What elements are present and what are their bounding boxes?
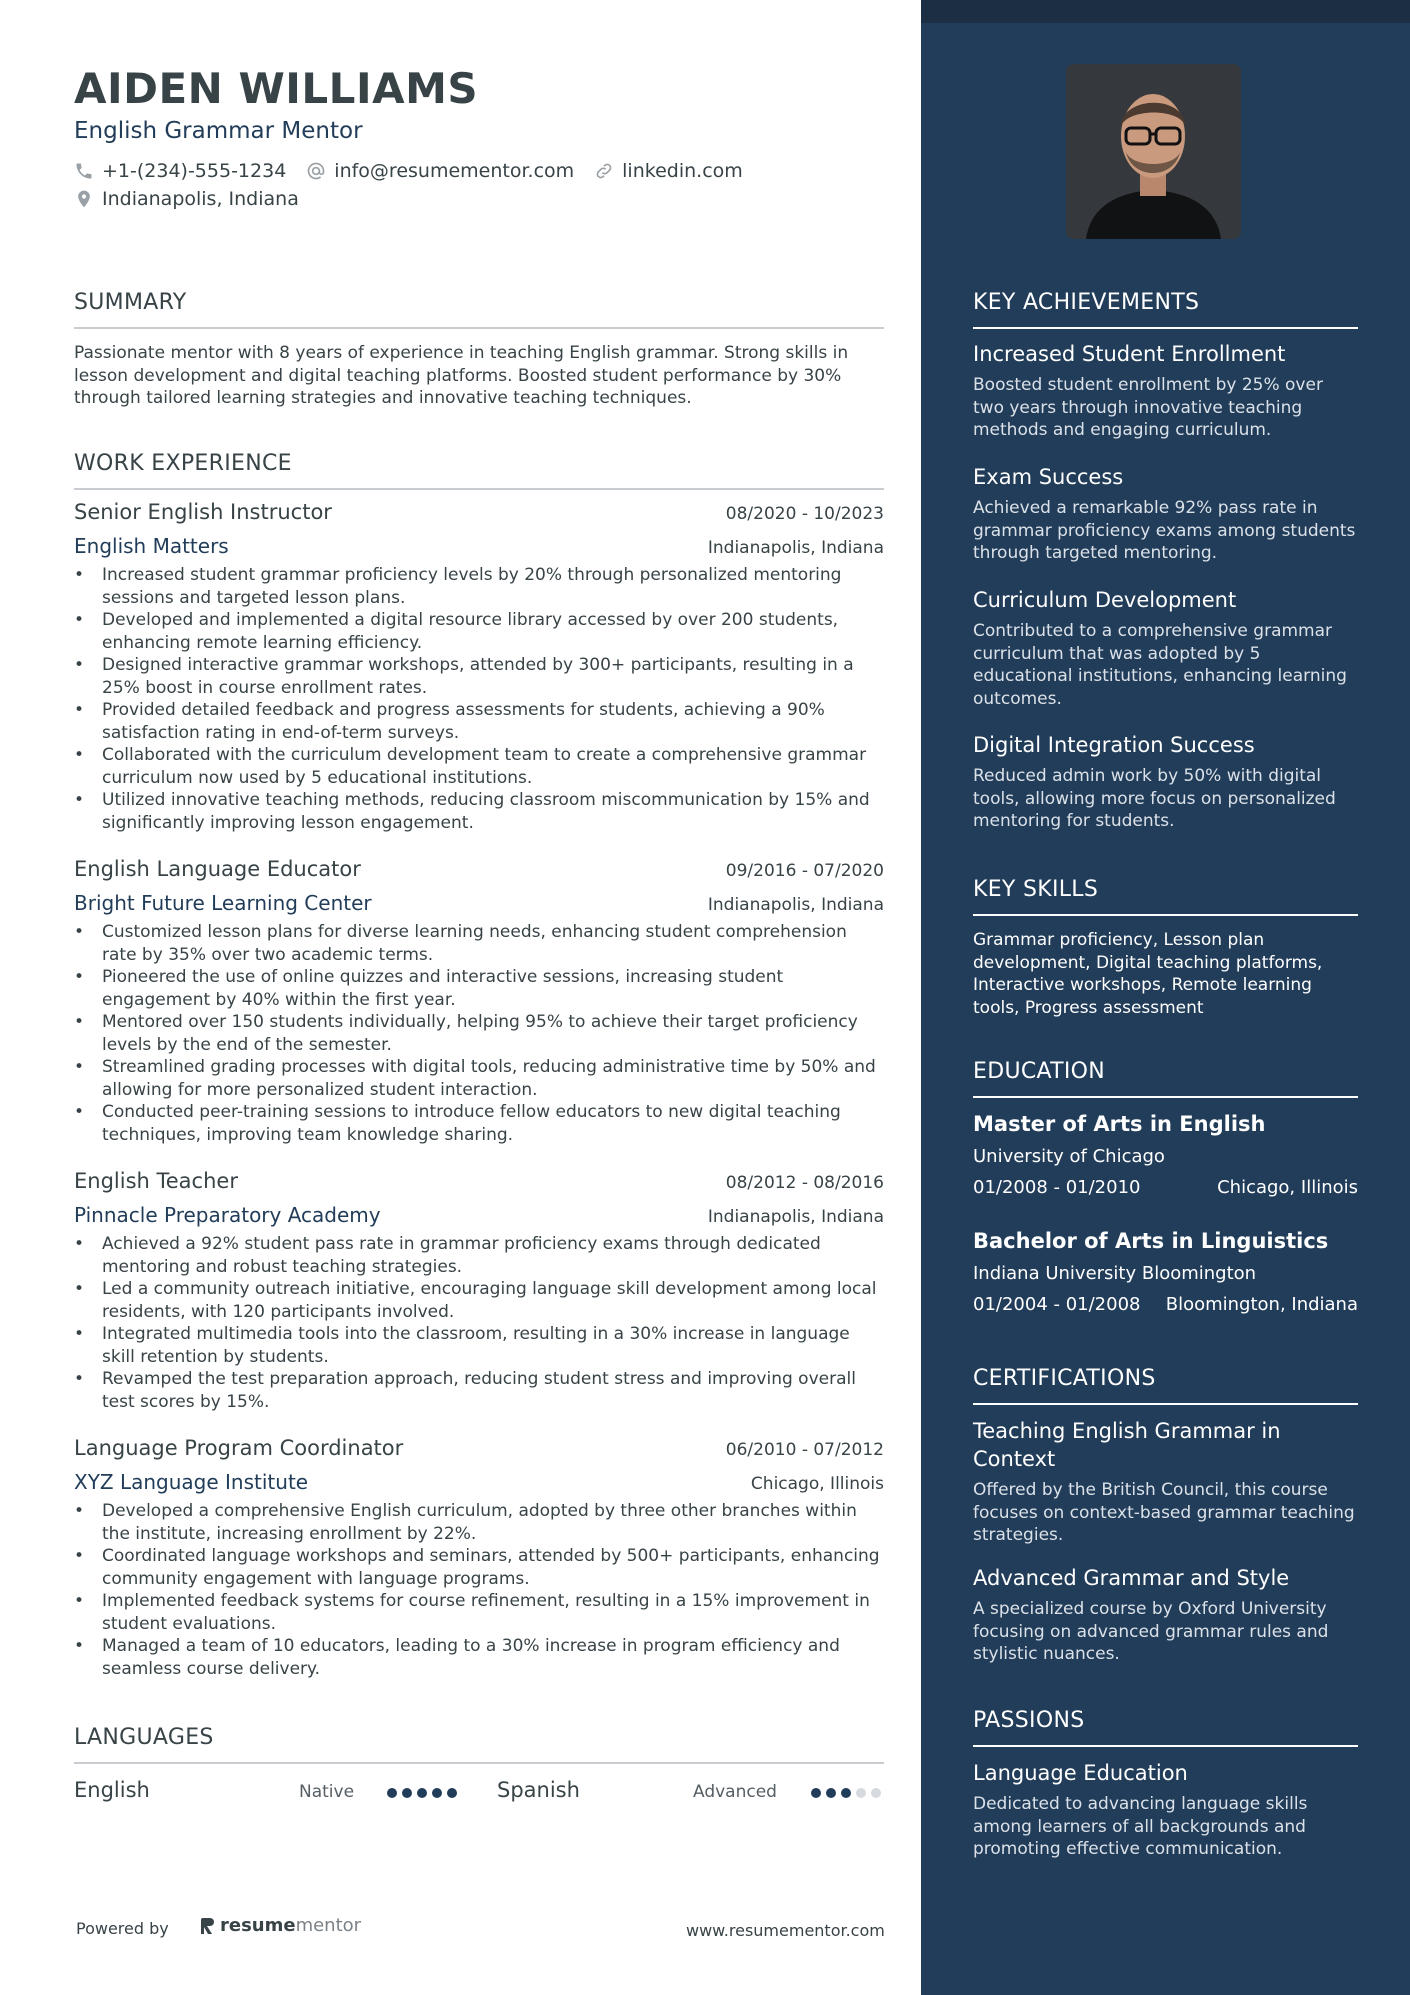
bullet-item: • Achieved a 92% student pass rate in grammar proficiency exams through dedicated mentoring and robust teaching strategies. [74, 1233, 884, 1278]
rating-dot-filled [447, 1788, 457, 1798]
job-entry [74, 1436, 884, 1680]
location-text: Indianapolis, Indiana [102, 188, 299, 210]
job-dates: 06/2010 - 07/2012 [725, 1440, 884, 1460]
bullet-item: • Designed interactive grammar workshops, attended by 300+ participants, resulting in a 25% boost in course enrollment rates. [74, 654, 884, 699]
achievements-heading: KEY ACHIEVEMENTS [973, 290, 1358, 329]
job-title: Language Program Coordinator [74, 1436, 404, 1460]
map-pin-icon [74, 189, 94, 209]
languages-heading: LANGUAGES [74, 1725, 884, 1764]
bullet-item: • Increased student grammar proficiency levels by 20% through personalized mentoring sessions and targeted lesson plans. [74, 564, 884, 609]
location-contact [74, 188, 299, 210]
logo-text-bold: resume [220, 1915, 296, 1936]
job-location: Indianapolis, Indiana [707, 895, 884, 915]
job-entry [74, 500, 884, 834]
education-degree: Bachelor of Arts in Linguistics [973, 1229, 1329, 1253]
bullet-item: • Revamped the test preparation approach, reducing student stress and improving overall test scores by 15%. [74, 1368, 884, 1413]
job-location: Indianapolis, Indiana [707, 1207, 884, 1227]
job-location: Indianapolis, Indiana [707, 538, 884, 558]
rating-dot-filled [387, 1788, 397, 1798]
summary-heading: SUMMARY [74, 290, 884, 329]
resumementor-logo[interactable] [200, 1915, 361, 1936]
job-title: English Language Educator [74, 857, 361, 881]
education-heading: EDUCATION [973, 1059, 1358, 1098]
languages-row [74, 1778, 884, 1808]
bullet-item: • Pioneered the use of online quizzes and interactive sessions, increasing student engagement by 40% within the first year. [74, 966, 884, 1011]
achievement-title: Exam Success [973, 465, 1124, 489]
rating-dot-filled [811, 1788, 821, 1798]
certification-item [973, 1564, 1358, 1666]
job-company: XYZ Language Institute [74, 1470, 309, 1494]
education-item [973, 1112, 1358, 1198]
linkedin-text[interactable]: linkedin.com [622, 160, 743, 182]
phone-text: +1-(234)-555-1234 [102, 160, 287, 182]
achievement-title: Digital Integration Success [973, 733, 1255, 757]
passion-text: Dedicated to advancing language skills among learners of all backgrounds and promoting effective communication. [973, 1794, 1308, 1859]
footer-website-link[interactable]: www.resumementor.com [686, 1921, 885, 1940]
bullet-item: • Developed and implemented a digital resource library accessed by over 200 students, enhancing remote learning efficiency. [74, 609, 884, 654]
achievement-title: Curriculum Development [973, 588, 1237, 612]
bullet-item: • Developed a comprehensive English curriculum, adopted by three other branches within the institute, increasing enrollment by 22%. [74, 1500, 884, 1545]
candidate-name: AIDEN WILLIAMS [74, 64, 479, 113]
email-text[interactable]: info@resumementor.com [334, 160, 575, 182]
certification-text: Offered by the British Council, this course focuses on context-based grammar teaching strategies. [973, 1480, 1355, 1545]
skills-text: Grammar proficiency, Lesson plan development, Digital teaching platforms, Interactive workshops, Remote learning tools, Progress assessment [973, 930, 1323, 1018]
education-dates: 01/2008 - 01/2010 [973, 1177, 1141, 1198]
language-rating [811, 1788, 886, 1798]
language-rating [387, 1788, 462, 1798]
language-level: Advanced [693, 1782, 777, 1802]
certification-text: A specialized course by Oxford University focusing on advanced grammar rules and stylistic nuances. [973, 1599, 1329, 1664]
achievement-item [973, 731, 1358, 833]
education-location: Chicago, Illinois [1217, 1177, 1358, 1198]
skills-heading: KEY SKILLS [973, 877, 1358, 916]
profile-photo [1066, 64, 1241, 239]
bullet-item: • Led a community outreach initiative, encouraging language skill development among local residents, with 120 participants involved. [74, 1278, 884, 1323]
certifications-heading: CERTIFICATIONS [973, 1366, 1358, 1405]
linkedin-contact[interactable] [594, 160, 743, 182]
passion-item [973, 1759, 1358, 1861]
achievement-item [973, 586, 1358, 710]
job-bullets [74, 564, 884, 834]
logo-mark-icon [200, 1916, 216, 1936]
skills-block [973, 929, 1358, 1019]
job-bullets [74, 921, 884, 1146]
job-title: Senior English Instructor [74, 500, 332, 524]
contact-row [74, 160, 763, 182]
rating-dot-filled [826, 1788, 836, 1798]
certification-item [973, 1417, 1358, 1547]
candidate-title: English Grammar Mentor [74, 118, 363, 144]
phone-icon [74, 161, 94, 181]
bullet-item: • Collaborated with the curriculum development team to create a comprehensive grammar curriculum now used by 5 educational institutions. [74, 744, 884, 789]
rating-dot-filled [417, 1788, 427, 1798]
location-row [74, 188, 319, 210]
certification-title: Advanced Grammar and Style [973, 1566, 1290, 1590]
sidebar [921, 0, 1410, 1995]
job-company: Pinnacle Preparatory Academy [74, 1203, 381, 1227]
bullet-item: • Coordinated language workshops and seminars, attended by 500+ participants, enhancing community engagement with language programs. [74, 1545, 884, 1590]
bullet-item: • Implemented feedback systems for course refinement, resulting in a 15% improvement in student evaluations. [74, 1590, 884, 1635]
email-contact[interactable] [306, 160, 574, 182]
rating-dot-filled [432, 1788, 442, 1798]
link-icon [594, 161, 614, 181]
bullet-item: • Integrated multimedia tools into the classroom, resulting in a 30% increase in language skill retention by students. [74, 1323, 884, 1368]
education-school: University of Chicago [973, 1146, 1165, 1167]
job-entry [74, 857, 884, 1146]
education-location: Bloomington, Indiana [1165, 1294, 1358, 1315]
certification-title: Teaching English Grammar in Context [973, 1419, 1281, 1471]
education-degree: Master of Arts in English [973, 1112, 1266, 1136]
education-school: Indiana University Bloomington [973, 1263, 1257, 1284]
passion-title: Language Education [973, 1761, 1188, 1785]
achievement-text: Reduced admin work by 50% with digital tools, allowing more focus on personalized mentoring for students. [973, 766, 1336, 831]
experience-heading: WORK EXPERIENCE [74, 451, 884, 490]
bullet-item: • Streamlined grading processes with digital tools, reducing administrative time by 50% and allowing for more personalized student interaction. [74, 1056, 884, 1101]
achievement-text: Contributed to a comprehensive grammar curriculum that was adopted by 5 educational institutions, enhancing learning outcomes. [973, 621, 1347, 709]
bullet-item: • Conducted peer-training sessions to introduce fellow educators to new digital teaching techniques, improving team knowledge sharing. [74, 1101, 884, 1146]
language-name: English [74, 1778, 150, 1802]
rating-dot-empty [871, 1788, 881, 1798]
at-icon [306, 161, 326, 181]
rating-dot-filled [402, 1788, 412, 1798]
job-bullets [74, 1233, 884, 1413]
job-company: Bright Future Learning Center [74, 891, 372, 915]
job-company: English Matters [74, 534, 229, 558]
passions-heading: PASSIONS [973, 1708, 1358, 1747]
education-item [973, 1229, 1358, 1315]
summary-text: Passionate mentor with 8 years of experience in teaching English grammar. Strong skills in lesson development and digital teaching platforms. Boosted student performance by 30% through tailored learning strategies and innovative teaching techniques. [74, 343, 849, 408]
bullet-item: • Provided detailed feedback and progress assessments for students, achieving a 90% satisfaction rating in end-of-term surveys. [74, 699, 884, 744]
profile-photo-illustration [1066, 64, 1241, 239]
job-dates: 08/2012 - 08/2016 [725, 1173, 884, 1193]
achievement-text: Boosted student enrollment by 25% over two years through innovative teaching methods and engaging curriculum. [973, 375, 1323, 440]
job-dates: 09/2016 - 07/2020 [725, 861, 884, 881]
achievement-item [973, 463, 1358, 565]
bullet-item: • Mentored over 150 students individually, helping 95% to achieve their target proficiency levels by the end of the semester. [74, 1011, 884, 1056]
job-dates: 08/2020 - 10/2023 [725, 504, 884, 524]
bullet-item: • Managed a team of 10 educators, leading to a 30% increase in program efficiency and seamless course delivery. [74, 1635, 884, 1680]
phone-contact [74, 160, 286, 182]
job-title: English Teacher [74, 1169, 238, 1193]
rating-dot-filled [841, 1788, 851, 1798]
logo-text-light: mentor [295, 1915, 362, 1936]
bullet-item: • Customized lesson plans for diverse learning needs, enhancing student comprehension rate by 35% over two academic terms. [74, 921, 884, 966]
bullet-item: • Utilized innovative teaching methods, reducing classroom miscommunication by 15% and significantly improving lesson engagement. [74, 789, 884, 834]
achievement-title: Increased Student Enrollment [973, 342, 1286, 366]
language-name: Spanish [497, 1778, 580, 1802]
job-entry [74, 1169, 884, 1413]
education-dates: 01/2004 - 01/2008 [973, 1294, 1141, 1315]
powered-by-label: Powered by [76, 1919, 169, 1938]
sidebar-top-bar [921, 0, 1410, 23]
job-location: Chicago, Illinois [750, 1474, 884, 1494]
job-bullets [74, 1500, 884, 1680]
language-level: Native [299, 1782, 355, 1802]
achievement-text: Achieved a remarkable 92% pass rate in grammar proficiency exams among students through targeted mentoring. [973, 498, 1356, 563]
rating-dot-empty [856, 1788, 866, 1798]
achievement-item [973, 340, 1358, 442]
